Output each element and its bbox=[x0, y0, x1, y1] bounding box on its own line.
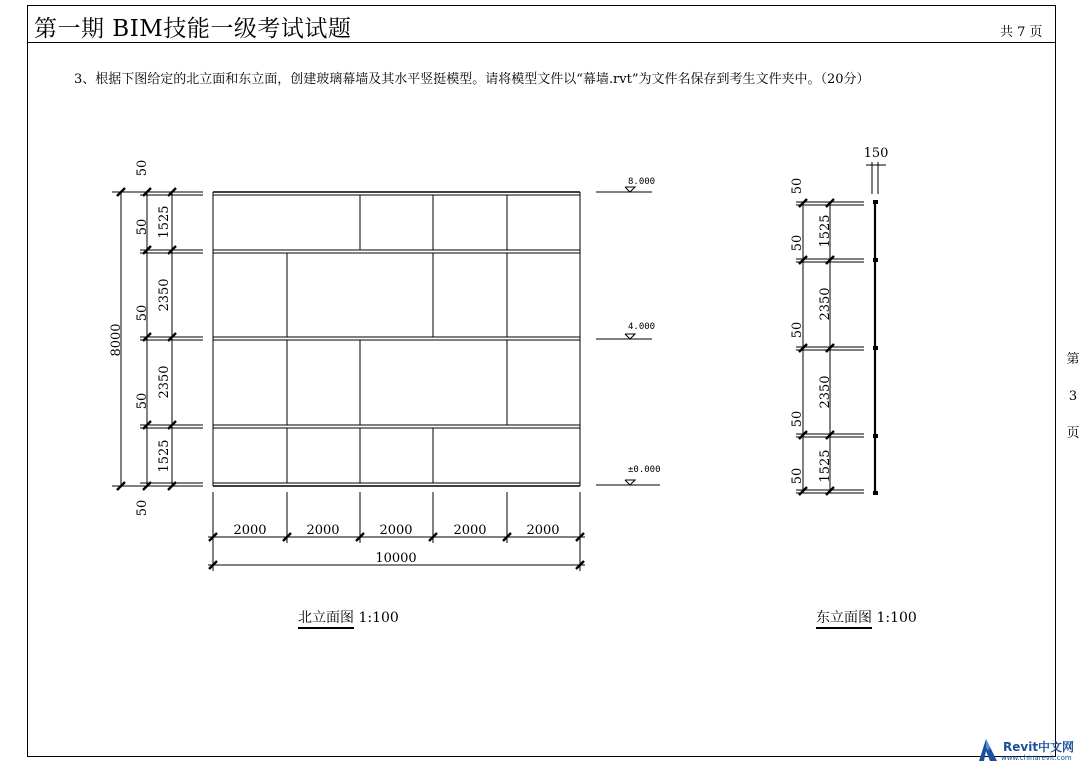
side-page-char: 页 bbox=[1066, 426, 1080, 441]
north-panel-divisions bbox=[287, 195, 507, 483]
dim-text: 1525 bbox=[157, 439, 172, 473]
dim-text: 50 bbox=[135, 392, 150, 410]
dim-text: 2000 bbox=[233, 523, 267, 538]
side-page-char: 第 bbox=[1066, 352, 1080, 367]
dim-text: 2350 bbox=[157, 365, 172, 399]
dim-text: 50 bbox=[790, 321, 805, 339]
dim-thickness: 150 bbox=[863, 146, 889, 161]
dim-text: 50 bbox=[790, 410, 805, 428]
dim-text: 1525 bbox=[157, 205, 172, 239]
east-caption-name: 东立面图 bbox=[816, 610, 872, 629]
north-level-markers bbox=[596, 187, 660, 485]
level-label: ±0.000 bbox=[628, 465, 661, 475]
dim-text: 2350 bbox=[818, 287, 833, 321]
logo-brand: Revit中文网 bbox=[1003, 740, 1075, 754]
side-page-char: 3 bbox=[1068, 389, 1078, 404]
north-elevation bbox=[112, 187, 660, 571]
dim-text: 2350 bbox=[818, 375, 833, 409]
dim-total-width: 10000 bbox=[375, 551, 417, 566]
dim-text: 1525 bbox=[818, 214, 833, 248]
level-label: 8.000 bbox=[628, 177, 656, 187]
dim-text: 50 bbox=[135, 499, 150, 517]
dim-text: 50 bbox=[135, 304, 150, 322]
east-elevation bbox=[796, 162, 886, 495]
dim-text: 50 bbox=[135, 218, 150, 236]
dim-text: 50 bbox=[790, 234, 805, 252]
dim-text: 2000 bbox=[379, 523, 413, 538]
dim-text: 2350 bbox=[157, 278, 172, 312]
dim-text: 50 bbox=[790, 177, 805, 195]
logo-url: www.chinarevit.com bbox=[1001, 754, 1072, 762]
east-caption-scale: 1:100 bbox=[876, 610, 917, 626]
level-label: 4.000 bbox=[628, 322, 656, 332]
north-elevation-caption bbox=[298, 607, 399, 627]
dim-text: 50 bbox=[790, 467, 805, 485]
dim-text: 2000 bbox=[306, 523, 340, 538]
north-caption-scale: 1:100 bbox=[358, 610, 399, 626]
north-caption-name: 北立面图 bbox=[298, 610, 354, 629]
exam-title: 第一期 BIM技能一级考试试题 bbox=[34, 16, 352, 42]
dim-total-height: 8000 bbox=[109, 323, 124, 357]
north-horizontal-mullions bbox=[213, 192, 580, 486]
revit-logo-icon bbox=[977, 737, 999, 763]
total-pages: 共 7 页 bbox=[1000, 25, 1043, 40]
dim-text: 2000 bbox=[453, 523, 487, 538]
revit-logo bbox=[975, 736, 1085, 766]
dim-text: 2000 bbox=[526, 523, 560, 538]
dim-text: 1525 bbox=[818, 449, 833, 483]
question-text: 3、根据下图给定的北立面和东立面，创建玻璃幕墙及其水平竖挺模型。请将模型文件以“幕墙.rvt”为文件名保存到考生文件夹中。（20分） bbox=[74, 72, 870, 87]
dim-text: 50 bbox=[135, 159, 150, 177]
east-elevation-caption bbox=[816, 607, 917, 627]
